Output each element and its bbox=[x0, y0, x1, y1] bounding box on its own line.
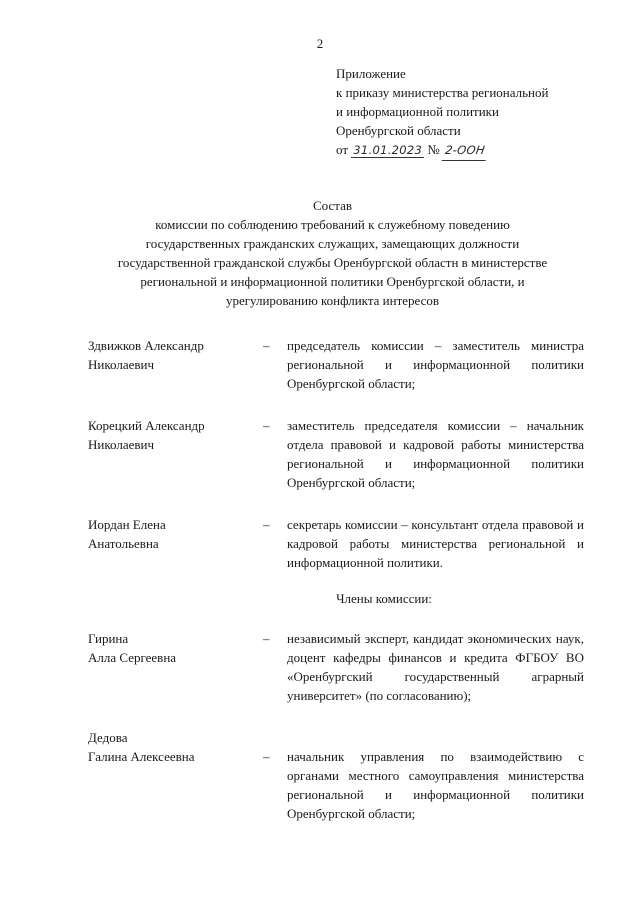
order-date-line bbox=[336, 140, 626, 161]
member-name: Дедова Галина Алексеевна bbox=[88, 730, 195, 764]
commission-roster bbox=[88, 336, 584, 846]
appendix-line: Оренбургской области bbox=[336, 123, 461, 138]
appendix-line: к приказу министерства региональной bbox=[336, 85, 549, 100]
dash-separator: – bbox=[263, 338, 270, 353]
member-role: начальник управления по взаимодействию с органами местного самоуправления министерства региональной и информационной политики Оренбургской области; bbox=[287, 749, 584, 821]
order-date: 31.01.2023 bbox=[353, 143, 423, 157]
date-prefix: от bbox=[336, 142, 349, 157]
number-sign: № bbox=[427, 142, 440, 157]
member-row bbox=[88, 336, 584, 393]
title-line: комиссии по соблюдению требований к служебному поведению bbox=[155, 217, 510, 232]
appendix-header bbox=[336, 64, 626, 161]
member-name: Гирина Алла Сергеевна bbox=[88, 631, 177, 665]
document-title bbox=[60, 196, 605, 310]
page-number: 2 bbox=[316, 36, 324, 51]
dash-separator: – bbox=[263, 517, 270, 532]
dash-separator: – bbox=[263, 631, 270, 646]
order-number: 2-ООН bbox=[442, 141, 489, 161]
title-line: государственных гражданских служащих, замещающих должности bbox=[145, 236, 520, 251]
member-name: Иордан Елена Анатольевна bbox=[88, 517, 166, 551]
appendix-line: и информационной политики bbox=[336, 104, 499, 119]
member-row bbox=[88, 515, 584, 572]
dash-separator: – bbox=[263, 418, 270, 433]
title-line: региональной и информационной политики Оренбургской области, и bbox=[140, 274, 525, 289]
members-heading: Члены комиссии: bbox=[336, 591, 432, 606]
title-line: государственной гражданской службы Оренбургской областн в министерстве bbox=[117, 255, 548, 270]
member-role: секретарь комиссии – консультант отдела правовой и кадровой работы министерства региональной и информационной политики. bbox=[287, 517, 584, 570]
member-row bbox=[88, 416, 584, 492]
member-row bbox=[88, 728, 584, 823]
dash-separator: – bbox=[263, 749, 270, 764]
appendix-line: Приложение bbox=[336, 66, 406, 81]
member-role: заместитель председателя комиссии – начальник отдела правовой и кадровой работы министерства региональной и информационной политики Оренбургской области; bbox=[287, 418, 584, 490]
member-role: председатель комиссии – заместитель министра региональной и информационной политики Оренбургской области; bbox=[287, 338, 584, 391]
member-row bbox=[88, 629, 584, 705]
member-name: Здвижков Александр Николаевич bbox=[88, 338, 204, 372]
title-line: урегулированию конфликта интересов bbox=[225, 293, 440, 308]
member-name: Корецкий Александр Николаевич bbox=[88, 418, 205, 452]
member-role: независимый эксперт, кандидат экономических наук, доцент кафедры финансов и кредита ФГБОУ ВО «Оренбургский государственный аграрный университет» (по согласованию); bbox=[287, 631, 584, 703]
title-heading: Состав bbox=[312, 198, 352, 213]
